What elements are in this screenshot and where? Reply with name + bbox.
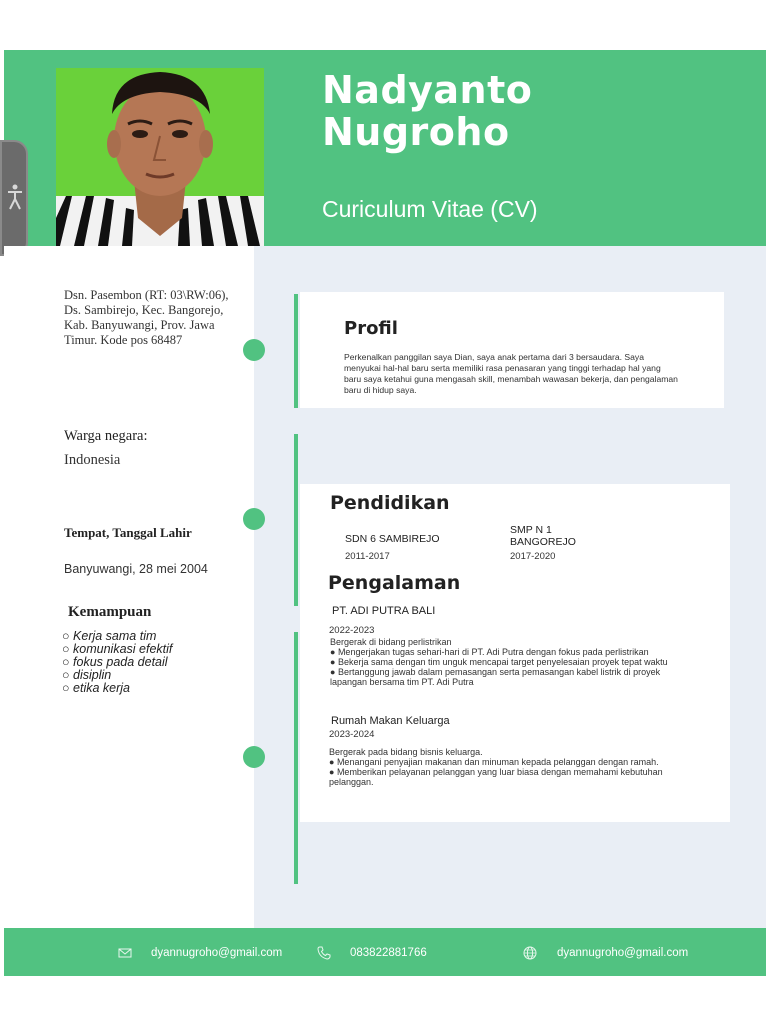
timeline-line bbox=[294, 632, 298, 884]
skill-item: ○ komunikasi efektif bbox=[62, 643, 172, 656]
accessibility-icon bbox=[7, 184, 23, 210]
education-experience-card bbox=[300, 484, 730, 822]
profile-card bbox=[300, 292, 724, 408]
timeline-dot bbox=[243, 746, 265, 768]
job-years: 2023-2024 bbox=[329, 729, 375, 740]
job-years: 2022-2023 bbox=[329, 625, 375, 636]
timeline-line bbox=[294, 434, 298, 606]
experience-title: Pengalaman bbox=[328, 572, 461, 594]
job-name: PT. ADI PUTRA BALI bbox=[332, 605, 436, 617]
job-description bbox=[330, 637, 680, 687]
name-first: Nadyanto bbox=[322, 68, 533, 112]
birth-label: Tempat, Tanggal Lahir bbox=[64, 525, 192, 540]
skills-list bbox=[62, 630, 172, 695]
job-intro: Bergerak pada bidang bisnis keluarga. bbox=[329, 747, 483, 757]
education-title: Pendidikan bbox=[330, 492, 450, 514]
citizenship-label: Warga negara: bbox=[64, 428, 148, 444]
timeline-line bbox=[294, 294, 298, 408]
citizenship-value: Indonesia bbox=[64, 452, 121, 468]
left-column bbox=[4, 246, 254, 928]
job-name: Rumah Makan Keluarga bbox=[331, 715, 450, 727]
timeline-dot bbox=[243, 339, 265, 361]
timeline-dot bbox=[243, 508, 265, 530]
skill-item: ○ fokus pada detail bbox=[62, 656, 172, 669]
address-text: Dsn. Pasembon (RT: 03\RW:06), Ds. Sambirejo, Kec. Bangorejo, Kab. Banyuwangi, Prov. Jawa Timur. Kode pos 68487 bbox=[64, 288, 229, 347]
education-years: 2011-2017 bbox=[345, 551, 390, 562]
job-bullet: ● Mengerjakan tugas sehari-hari di PT. Adi Putra dengan fokus pada perlistrikan bbox=[330, 647, 680, 657]
envelope-icon bbox=[118, 946, 132, 960]
footer-phone[interactable]: 083822881766 bbox=[350, 947, 427, 959]
education-years: 2017-2020 bbox=[510, 551, 556, 562]
skills-title: Kemampuan bbox=[68, 604, 152, 620]
job-description bbox=[329, 747, 679, 787]
footer-email[interactable]: dyannugroho@gmail.com bbox=[151, 947, 283, 959]
job-bullet: ● Bekerja sama dengan tim unguk mencapai target penyelesaian proyek tepat waktu bbox=[330, 657, 680, 667]
profile-title: Profil bbox=[344, 318, 398, 339]
birth-value: Banyuwangi, 28 mei 2004 bbox=[64, 562, 208, 576]
skill-item: ○ etika kerja bbox=[62, 682, 172, 695]
name-last: Nugroho bbox=[322, 110, 510, 154]
profile-text: Perkenalkan panggilan saya Dian, saya anak pertama dari 3 bersaudara. Saya menyukai hal-hal baru serta memiliki rasa penasaran yang tinggi terhadap hal yang baru saya ketahui guna mengasah skill, menambah wawasan bekerja, dan pengalaman baru di hidup saya. bbox=[344, 352, 678, 395]
footer-web[interactable]: dyannugroho@gmail.com bbox=[557, 947, 689, 959]
phone-icon bbox=[317, 946, 331, 960]
globe-icon bbox=[523, 946, 537, 960]
job-bullet: ● Bertanggung jawab dalam pemasangan serta pemasangan kabel listrik di proyek lapangan bersama tim PT. Adi Putra bbox=[330, 667, 680, 687]
job-intro: Bergerak di bidang perlistrikan bbox=[330, 637, 452, 647]
skill-item: ○ disiplin bbox=[62, 669, 172, 682]
skill-item: ○ Kerja sama tim bbox=[62, 630, 172, 643]
cv-subtitle: Curiculum Vitae (CV) bbox=[322, 196, 538, 222]
education-school: SDN 6 SAMBIREJO bbox=[345, 533, 440, 545]
accessibility-tab[interactable] bbox=[0, 140, 28, 256]
job-bullet: ● Memberikan pelayanan pelanggan yang luar biasa dengan memahami kebutuhan pelanggan. bbox=[329, 767, 679, 787]
profile-photo bbox=[56, 68, 264, 246]
education-school: SMP N 1 BANGOREJO bbox=[510, 524, 576, 548]
job-bullet: ● Menangani penyajian makanan dan minuman kepada pelanggan dengan ramah. bbox=[329, 757, 679, 767]
